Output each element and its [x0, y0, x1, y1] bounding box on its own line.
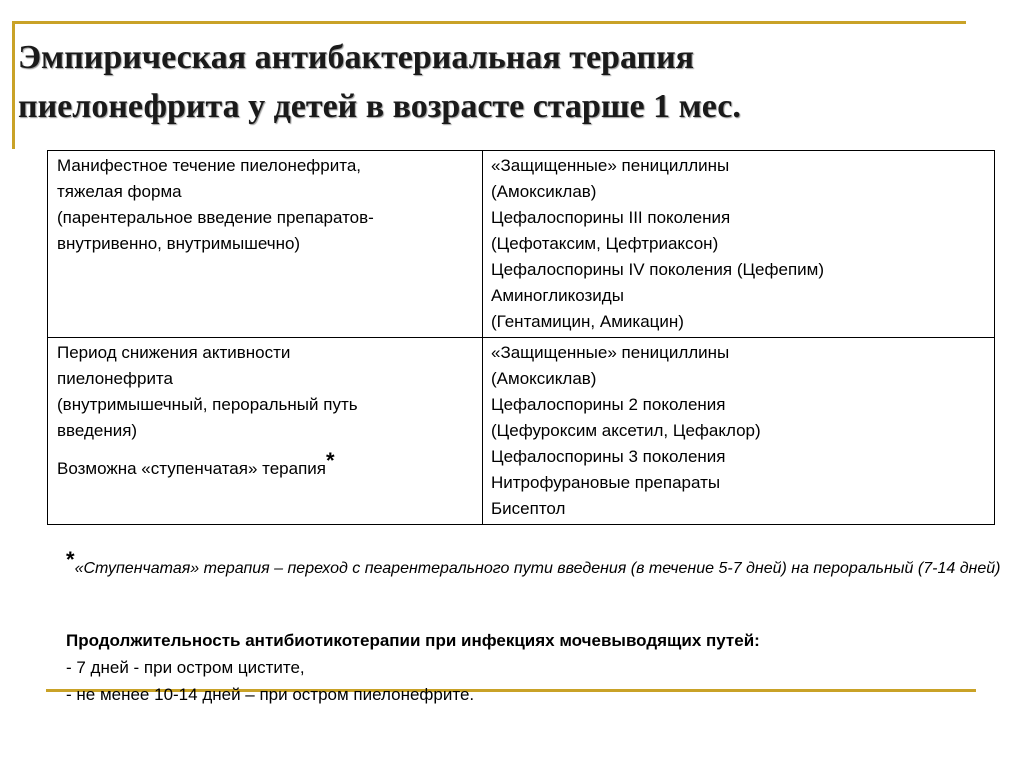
- table-row-remission: [48, 338, 995, 525]
- drug-line: Бисептол: [491, 499, 566, 518]
- therapy-table: [47, 150, 995, 525]
- slide-title: [18, 33, 978, 131]
- drug-line: «Защищенные» пенициллины: [491, 343, 730, 362]
- cell-line: (парентеральное введение препаратов-: [57, 208, 374, 227]
- cell-condition-remission: [48, 338, 483, 525]
- cell-line: тяжелая форма: [57, 182, 182, 201]
- footnote-mark: *: [326, 448, 335, 473]
- duration-section: [66, 627, 1016, 708]
- drug-line: (Цефотаксим, Цефтриаксон): [491, 234, 719, 253]
- duration-item: - не менее 10-14 дней – при остром пиелонефрите.: [66, 685, 475, 704]
- footnote-mark: *: [66, 547, 75, 572]
- cell-line: Период снижения активности: [57, 343, 291, 362]
- drug-line: Аминогликозиды: [491, 286, 624, 305]
- stepwise-therapy-text: Возможна «ступенчатая» терапия: [57, 459, 327, 478]
- drug-line: Цефалоспорины IV поколения (Цефепим): [491, 260, 825, 279]
- cell-line: пиелонефрита: [57, 369, 173, 388]
- table-row-manifest: [48, 151, 995, 338]
- drug-line: «Защищенные» пенициллины: [491, 156, 730, 175]
- cell-drugs-manifest: [483, 151, 995, 338]
- drug-line: Цефалоспорины III поколения: [491, 208, 731, 227]
- cell-drugs-remission: [483, 338, 995, 525]
- left-rule: [12, 21, 15, 149]
- drug-line: (Амоксиклав): [491, 182, 597, 201]
- cell-line: Манифестное течение пиелонефрита,: [57, 156, 362, 175]
- drug-line: (Гентамицин, Амикацин): [491, 312, 684, 331]
- duration-heading: Продолжительность антибиотикотерапии при инфекциях мочевыводящих путей:: [66, 631, 760, 650]
- cell-condition-manifest: [48, 151, 483, 338]
- cell-line: (внутримышечный, пероральный путь: [57, 395, 358, 414]
- drug-line: (Амоксиклав): [491, 369, 597, 388]
- cell-line: введения): [57, 421, 138, 440]
- footnote: [66, 548, 1006, 581]
- drug-line: Нитрофурановые препараты: [491, 473, 721, 492]
- drug-line: Цефалоспорины 2 поколения: [491, 395, 726, 414]
- footnote-text: «Ступенчатая» терапия – переход с пеарентерального пути введения (в течение 5-7 дней) на пероральный (7-14 дней): [74, 560, 1001, 577]
- title-line-2: пиелонефрита у детей в возрасте старше 1 мес.: [18, 88, 741, 125]
- drug-line: Цефалоспорины 3 поколения: [491, 447, 726, 466]
- duration-item: - 7 дней - при остром цистите,: [66, 658, 305, 677]
- title-line-1: Эмпирическая антибактериальная терапия: [18, 39, 695, 76]
- top-rule: [12, 21, 966, 24]
- drug-line: (Цефуроксим аксетил, Цефаклор): [491, 421, 761, 440]
- cell-line: внутривенно, внутримышечно): [57, 234, 301, 253]
- stepwise-therapy-line: [57, 448, 474, 482]
